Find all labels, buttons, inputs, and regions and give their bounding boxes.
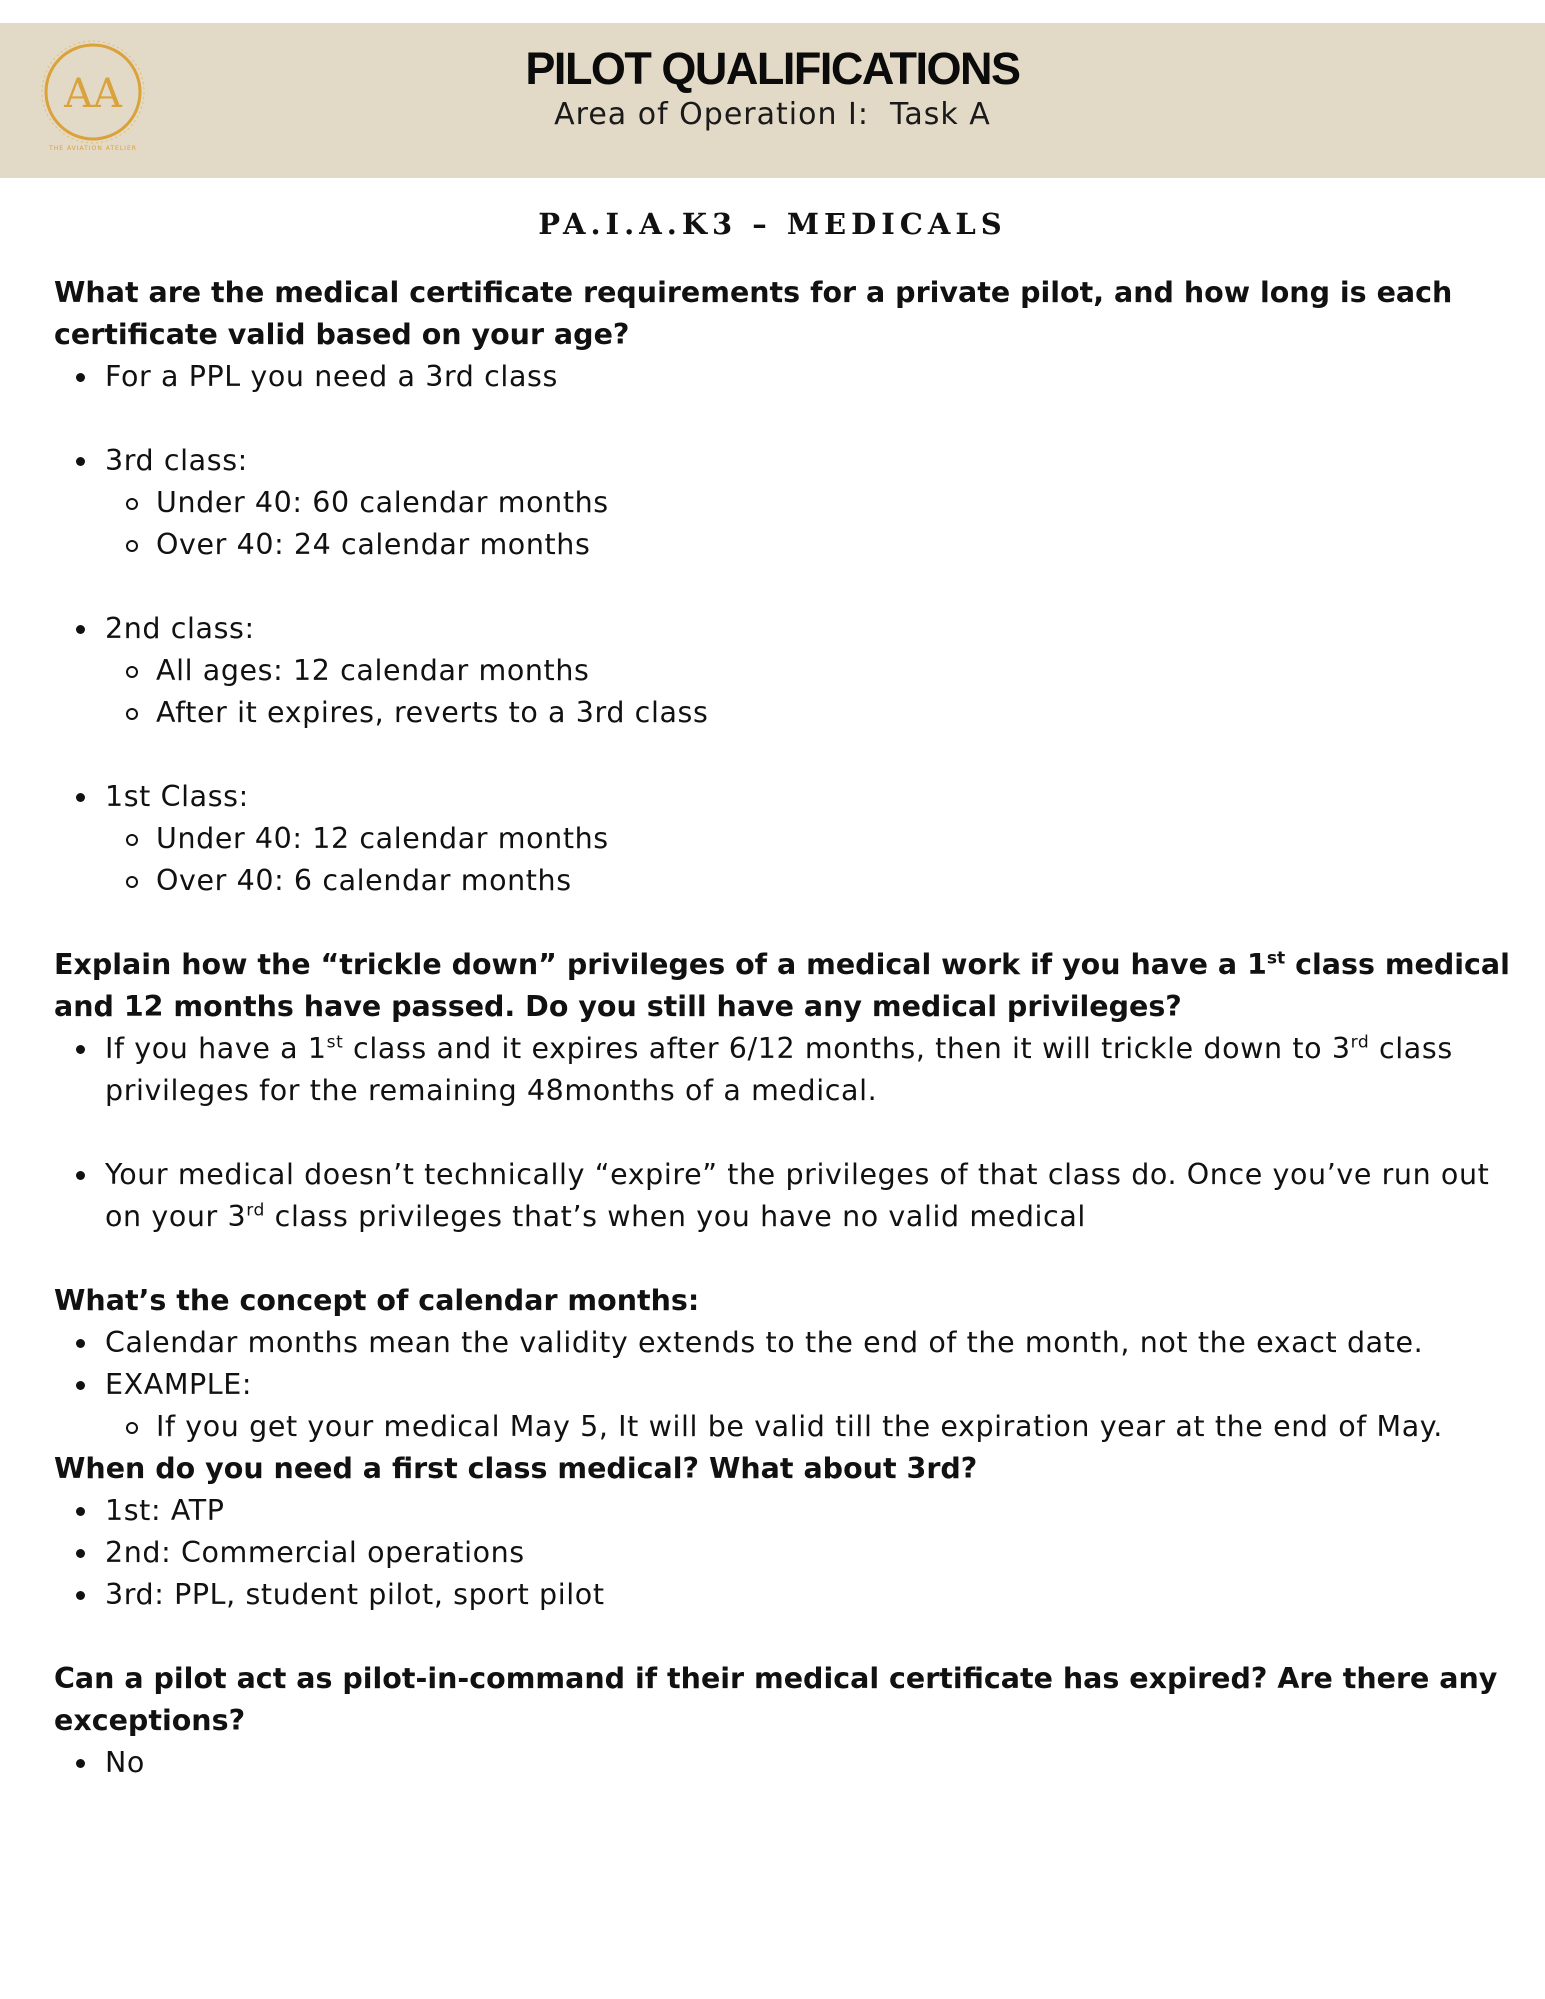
question-heading: Explain how the “trickle down” privileges of a medical work if you have a 1st class medical and 12 months have passed. Do you still have any medical privileges? bbox=[54, 948, 1510, 1023]
list-item-label: 2nd class: bbox=[105, 612, 255, 645]
document-body bbox=[54, 272, 1524, 1784]
page-subtitle: Area of Operation I: Task A bbox=[554, 97, 991, 132]
list-item: If you have a 1st class and it expires after 6/12 months, then it will trickle down to 3rd class privileges for the remaining 48months of a medical. bbox=[54, 1028, 1524, 1112]
page-title: PILOT QUALIFICATIONS bbox=[525, 43, 1020, 94]
answer-list bbox=[54, 1028, 1524, 1112]
list-item: For a PPL you need a 3rd class bbox=[54, 356, 1524, 398]
list-item-label: 3rd class: bbox=[105, 444, 248, 477]
sub-list-item: Under 40: 60 calendar months bbox=[105, 482, 1524, 524]
answer-list bbox=[54, 1742, 1524, 1784]
list-item: 1st: ATP bbox=[54, 1490, 1524, 1532]
list-item: Calendar months mean the validity extends to the end of the month, not the exact date. bbox=[54, 1322, 1524, 1364]
sub-list bbox=[105, 818, 1524, 902]
sub-list-item: If you get your medical May 5, It will be valid till the expiration year at the end of May. bbox=[105, 1406, 1524, 1448]
sub-list-item: Over 40: 6 calendar months bbox=[105, 860, 1524, 902]
sub-list-item: After it expires, reverts to a 3rd class bbox=[105, 692, 1524, 734]
list-item: No bbox=[54, 1742, 1524, 1784]
answer-list bbox=[54, 608, 1524, 734]
list-item-label: EXAMPLE: bbox=[105, 1368, 253, 1401]
question-heading: What are the medical certificate requirements for a private pilot, and how long is each certificate valid based on your age? bbox=[54, 276, 1453, 351]
list-item bbox=[54, 608, 1524, 734]
list-item-label: 1st Class: bbox=[105, 780, 249, 813]
section-title: PA.I.A.K3 – MEDICALS bbox=[538, 207, 1007, 241]
sub-list bbox=[105, 650, 1524, 734]
svg-text:THE AVIATION ATELIER: THE AVIATION ATELIER bbox=[49, 145, 137, 152]
list-item: 2nd: Commercial operations bbox=[54, 1532, 1524, 1574]
svg-text:AA: AA bbox=[64, 71, 122, 117]
answer-list bbox=[54, 440, 1524, 566]
question-heading: Can a pilot act as pilot-in-command if their medical certificate has expired? Are there any exceptions? bbox=[54, 1662, 1498, 1737]
header-banner bbox=[0, 23, 1545, 178]
sub-list-item: All ages: 12 calendar months bbox=[105, 650, 1524, 692]
list-item: Your medical doesn’t technically “expire” the privileges of that class do. Once you’ve run out on your 3rd class privileges that’s when you have no valid medical bbox=[54, 1154, 1524, 1238]
list-item bbox=[54, 776, 1524, 902]
answer-list bbox=[54, 356, 1524, 398]
sub-list bbox=[105, 482, 1524, 566]
question-heading: When do you need a first class medical? What about 3rd? bbox=[54, 1452, 978, 1485]
answer-list bbox=[54, 1490, 1524, 1616]
answer-list bbox=[54, 1154, 1524, 1238]
question-heading: What’s the concept of calendar months: bbox=[54, 1284, 700, 1317]
list-item bbox=[54, 440, 1524, 566]
list-item: 3rd: PPL, student pilot, sport pilot bbox=[54, 1574, 1524, 1616]
answer-list bbox=[54, 776, 1524, 902]
sub-list-item: Under 40: 12 calendar months bbox=[105, 818, 1524, 860]
answer-list bbox=[54, 1322, 1524, 1448]
sub-list bbox=[105, 1406, 1524, 1448]
sub-list-item: Over 40: 24 calendar months bbox=[105, 524, 1524, 566]
list-item bbox=[54, 1364, 1524, 1448]
